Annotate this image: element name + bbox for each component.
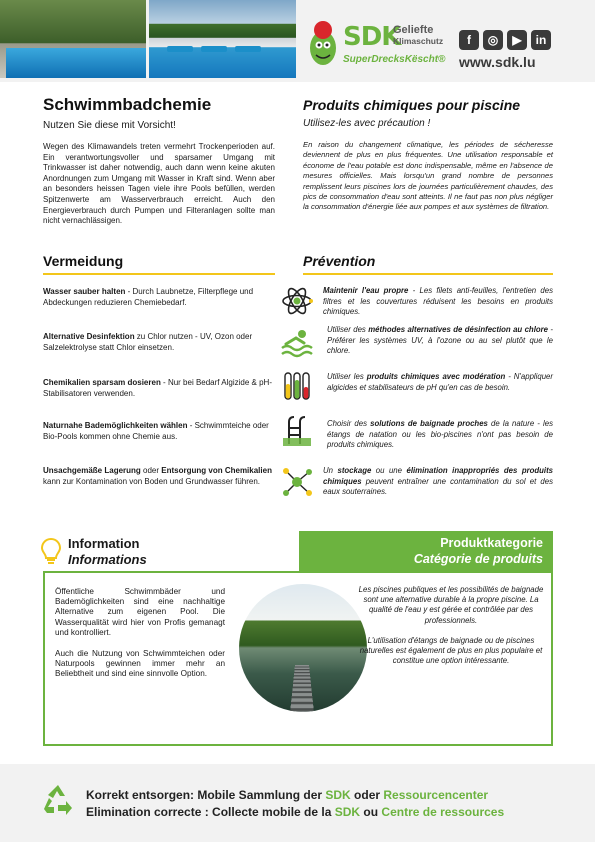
tip-text-fr: - Préférer les systèmes UV, à l'ozone ou au sel plutôt que le chlore. — [327, 325, 554, 356]
tip-text-fr: peuvent entraîner une contamination du sol et des eaux souterraines. — [323, 476, 553, 497]
category-title: Produktkategorie — [440, 536, 543, 550]
tip-label-fr: Maintenir l'eau propre — [323, 286, 409, 295]
footer-sdk-link-fr[interactable]: SDK — [334, 805, 361, 819]
tip-label-fr: stockage — [337, 466, 372, 475]
tip-item-fr — [327, 419, 553, 451]
footer-resource-center-link[interactable]: Ressourcencenter — [383, 788, 489, 802]
footer-sdk-link[interactable]: SDK — [325, 788, 351, 802]
tip-text-fr: de la nature - les étangs de natation ou les bio-piscines n'ont pas besoin de produits chimiques. — [327, 419, 554, 450]
product-category-box — [299, 531, 553, 571]
website-link[interactable]: www.sdk.lu — [459, 54, 536, 70]
tip-label-fr: produits chimiques avec modération — [366, 372, 506, 381]
recycle-icon — [40, 782, 76, 818]
info-title-fr: Informations — [68, 552, 147, 567]
intro-de — [43, 95, 275, 227]
mascot-icon — [305, 18, 341, 68]
pool-loungers-photo — [149, 0, 296, 78]
tip-item-fr — [323, 286, 553, 318]
tip-item-fr — [323, 466, 553, 498]
info-text-fr — [358, 585, 544, 676]
info-paragraph: Öffentliche Schwimmbäder und Bademöglichkeiten sind eine nachhaltige Alternative zum eigenen Pool. Die Wasserqualität wird hier von Profis gemanagt und kontrolliert. — [55, 587, 225, 637]
tip-label-fr: élimination inappropriés des produits chimiques — [323, 466, 554, 486]
info-paragraph: Auch die Nutzung von Schwimmteichen oder Naturpools gewinnen immer mehr an Beliebtheit und sind eine sinnvolle Option. — [55, 649, 225, 679]
social-links — [459, 30, 551, 50]
tip-label: Chemikalien sparsam dosieren — [43, 378, 161, 387]
page-subtitle-fr: Utilisez-les avec précaution ! — [303, 118, 431, 129]
brand-name: SDK — [343, 22, 401, 52]
pool-water — [6, 48, 146, 78]
intro-text-fr: En raison du changement climatique, les périodes de sécheresse deviennent de plus en plus fréquentes. Une utilisation responsable et économe de l'eau potable est donc indispensable, même en l'absence de mesures officielles. Mais lorsqu'un grand nombre de personnes remplissent leurs piscines lors de journées particulièrement chaudes, des pics de consommation d'eau sont atteints. Il ne faut pas non plus négliger la consommation d'énergie liée aux pompes et aux systèmes de filtration. — [303, 140, 553, 212]
tip-text: - Schwimmteiche oder Bio-Pools kommen ohne Chemie aus. — [43, 421, 269, 441]
sdk-logo[interactable] — [305, 18, 455, 72]
tip-label-fr: méthodes alternatives de désinfection au chlore — [368, 325, 548, 334]
footer-text-fr: Elimination correcte : Collecte mobile de la — [86, 805, 335, 819]
pond-dock-photo — [239, 584, 367, 712]
section-heading-fr — [303, 253, 553, 275]
brand-wordmark: SuperDrecksKëscht® — [343, 54, 446, 65]
lightbulb-icon — [40, 536, 62, 566]
page-title: Schwimmbadchemie — [43, 95, 212, 114]
lounger — [201, 46, 227, 52]
lounger — [235, 46, 261, 52]
garden-pool-photo — [0, 0, 146, 78]
info-text-de — [55, 587, 225, 691]
tip-label: Entsorgung von Chemikalien — [161, 466, 272, 475]
tip-item-fr — [327, 372, 553, 393]
info-paragraph-fr: Les piscines publiques et les possibilités de baignade sont une alternative durable à la propre piscine. La qualité de l'eau y est gérée et contrôlée par des professionnels. — [358, 585, 544, 625]
dock — [289, 665, 314, 712]
section-heading-de — [43, 253, 275, 275]
tip-text-fr: - Les filets anti-feuilles, l'entretien des filtres et les couvertures réduisent les besoins en produits chimiques. — [323, 286, 554, 317]
footer — [0, 764, 595, 842]
info-box — [43, 571, 553, 746]
tip-text: kann zur Kontamination von Boden und Grundwasser führen. — [43, 476, 261, 486]
tip-text: zu Chlor nutzen - UV, Ozon oder Salzelektrolyse statt Chlor einsetzen. — [43, 332, 253, 352]
brand-tagline: Klimaschutz — [393, 36, 444, 46]
tip-label: Alternative Desinfektion — [43, 332, 135, 341]
linkedin-icon[interactable]: in — [531, 30, 551, 50]
tip-text-fr: - N'appliquer algicides et stabilisateurs de pH qu'en cas de besoin. — [327, 372, 553, 392]
tip-label: Naturnahe Bademöglichkeiten wählen — [43, 421, 188, 430]
disposal-info-de — [86, 788, 488, 802]
section-title-fr: Prévention — [303, 253, 553, 275]
page-subtitle: Nutzen Sie diese mit Vorsicht! — [43, 120, 176, 131]
instagram-icon[interactable]: ◎ — [483, 30, 503, 50]
intro-text: Wegen des Klimawandels treten vermehrt Trockenperioden auf. Ein verantwortungsvoller und sparsamer Umgang mit Trinkwasser ist daher notwendig, auch dann wenn keine akuten Anordnungen zum Umgang mit Wasser in Kraft sind. Wenn aber an besonders heissen Tagen viele ihre Pools befüllen, werden Spitzenwerte am Wasserverbrauch erreicht. Auch den Energieverbrauch durch Pumpen und Filteranlagen sollte man nicht vernachlässigen. — [43, 142, 275, 226]
disposal-info-fr — [86, 805, 504, 819]
section-title: Vermeidung — [43, 253, 275, 275]
tip-text: - Nur bei Bedarf Algizide & pH-Stabilisatoren verwenden. — [43, 378, 272, 398]
tip-text: - Durch Laubnetze, Filterpflege und Abdeckungen reduzieren Chemiebedarf. — [43, 287, 254, 307]
network-icon — [280, 465, 314, 499]
atom-icon — [280, 284, 314, 318]
tip-mid-fr: ou une — [371, 466, 407, 475]
tip-mid: oder — [140, 466, 162, 475]
tip-item-fr — [327, 325, 553, 357]
tip-item-de — [43, 466, 275, 487]
facebook-icon[interactable]: f — [459, 30, 479, 50]
footer-text: oder — [350, 788, 384, 802]
tip-item-de — [43, 378, 275, 399]
intro-fr — [303, 97, 553, 213]
page-title-fr: Produits chimiques pour piscine — [303, 97, 521, 113]
info-title: Information — [68, 536, 140, 551]
footer-resource-center-link-fr[interactable]: Centre de ressources — [381, 805, 505, 819]
tip-item-de — [43, 421, 275, 442]
tip-pre-fr: Un — [323, 466, 338, 475]
youtube-icon[interactable]: ▶ — [507, 30, 527, 50]
footer-text: Korrekt entsorgen: Mobile Sammlung der — [86, 788, 326, 802]
header-bar — [0, 0, 595, 82]
swimmer-icon — [280, 326, 314, 360]
brand-tagline: Geliefte — [393, 24, 434, 36]
tip-pre-fr: Choisir des — [327, 419, 371, 428]
tip-label: Wasser sauber halten — [43, 287, 126, 296]
tip-item-de — [43, 332, 275, 353]
tip-label-fr: solutions de baignade proches — [370, 419, 488, 428]
lounger — [167, 46, 193, 52]
category-title-fr: Catégorie de produits — [413, 552, 543, 566]
tip-pre-fr: Utiliser des — [327, 325, 369, 334]
pool-ladder-icon — [280, 414, 314, 448]
tip-item-de — [43, 287, 275, 308]
test-tubes-icon — [280, 370, 314, 404]
footer-text-fr: ou — [360, 805, 382, 819]
tip-label: Unsachgemäße Lagerung — [43, 466, 141, 475]
tip-pre-fr: Utiliser les — [327, 372, 367, 381]
info-paragraph-fr: L'utilisation d'étangs de baignade ou de piscines naturelles est également de plus en plus populaire et constitue une option intéressante. — [359, 635, 543, 666]
